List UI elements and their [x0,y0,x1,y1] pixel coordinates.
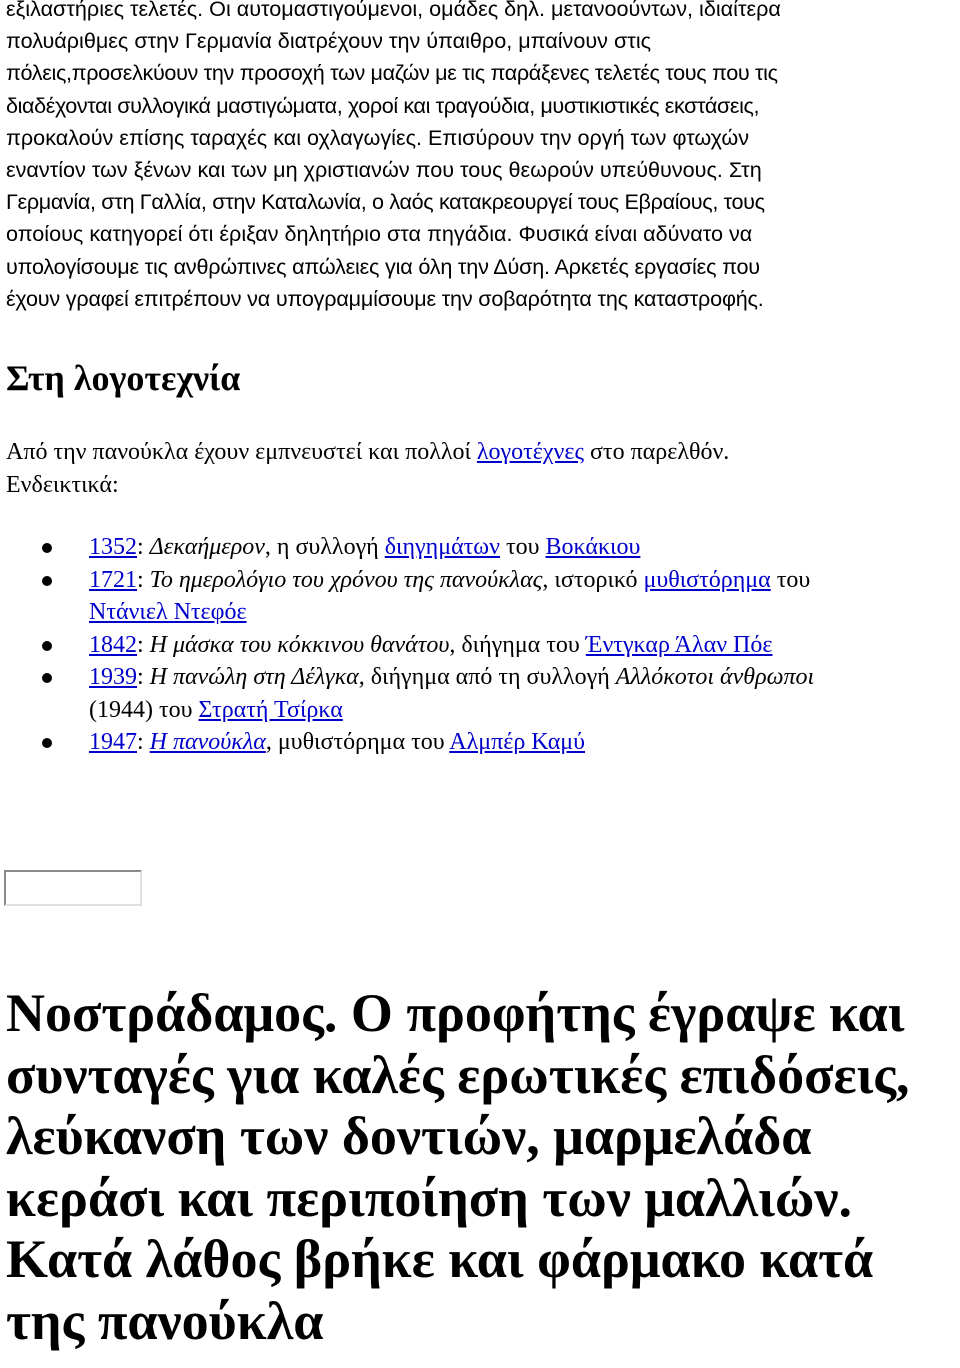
list-item [0,531,949,564]
nostradamus-headline [6,983,960,1352]
work-title: Το ημερολόγιο του χρόνου της πανούκλας [149,566,543,593]
separator: : [137,664,150,690]
year-link[interactable]: 1939 [89,664,137,690]
author-link[interactable]: Βοκάκιου [545,534,641,560]
intro-line: Γερμανία, στη Γαλλία, στην Καταλωνία, ο λαός κατακρεουργεί τους Εβραίους, τους [6,189,765,215]
intro-line: εξιλαστήριες τελετές. Οι αυτομαστιγούμενοι, ομάδες δηλ. μετανοούντων, ιδιαίτερα [6,0,781,21]
list-item-line [89,694,949,727]
link-novel[interactable]: μυθιστόρημα [643,566,771,593]
bullet-icon [42,673,52,683]
work-description: , διήγημα του [449,631,586,658]
intro-line: υπολογίσουμε τις ανθρώπινες απώλειες για όλη την Δύση. Αρκετές εργασίες που [6,253,760,279]
list-item-line [89,564,949,597]
literature-works-list [0,531,960,759]
intro-line: πόλεις,προσελκύουν την προσοχή των μαζών με τις παράξενες τελετές τους που τις [6,60,778,86]
work-description: , μυθιστόρημα του [265,729,450,755]
bullet-icon [42,543,52,553]
headline-line: Νοστράδαμος. Ο προφήτης έγραψε και [6,983,905,1043]
headline-line: της πανούκλα [6,1290,324,1351]
work-title: Η πανώλη στη Δέλγκα [149,664,359,690]
work-title: Δεκαήμερον [149,534,265,560]
bullet-icon [42,738,52,748]
lead-text-before: Από την πανούκλα έχουν εμπνευστεί και πολλοί [6,439,477,465]
headline-line: Κατά λάθος βρήκε και φάρμακο κατά [6,1229,874,1289]
separator: : [137,566,150,593]
list-item-line [89,661,949,694]
link-short-stories[interactable]: διηγημάτων [384,534,500,560]
intro-line: έχουν γραφεί επιτρέπουν να υπογραμμίσουμε την σοβαρότητα της καταστροφής. [6,285,764,311]
work-description: , η συλλογή [264,534,385,560]
list-item-line [89,531,949,564]
intro-line: πολυάριθμες στην Γερμανία διατρέχουν την ύπαιθρο, μπαίνουν στις [6,28,652,54]
intro-line: οποίους κατηγορεί ότι έριξαν δηλητήριο στα πηγάδια. Φυσικά είναι αδύνατο να [6,221,753,247]
lead-line [6,436,729,469]
list-item [0,564,949,629]
list-item [0,629,949,662]
author-link[interactable]: Έντγκαρ Άλαν Πόε [585,631,773,658]
separator: : [137,534,150,560]
year-link[interactable]: 1947 [89,729,137,755]
intro-line: διαδέχονται συλλογικά μαστιγώματα, χοροί και τραγούδια, μυστικιστικές εκστάσεις, [6,92,760,118]
author-link[interactable]: Στρατή Τσίρκα [198,696,343,723]
intro-paragraph [6,0,960,315]
intro-line: εναντίον των ξένων και των μη χριστιανών που τους θεωρούν υπεύθυνους. Στη [6,157,762,183]
list-item [0,726,949,759]
intro-line: προκαλούν επίσης ταραχές και οχλαγωγίες. Επισύρουν την οργή των φτωχών [6,124,750,150]
headline-line: συνταγές για καλές ερωτικές επιδόσεις, [6,1044,910,1105]
section-heading-literature: Στη λογοτεχνία [6,358,241,398]
lead-line: Ενδεικτικά: [6,472,119,498]
work-description: , διήγημα από τη συλλογή [358,664,616,690]
headline-line: κεράσι και περιποίηση των μαλλιών. [6,1167,852,1228]
lead-text-after: στο παρελθόν. [583,439,730,465]
work-description: του [770,566,811,593]
headline-line: λεύκανση των δοντιών, μαρμελάδα [6,1106,812,1166]
bullet-icon [42,641,52,651]
separator: : [137,631,150,658]
work-description: του [499,534,546,560]
separator: : [137,729,150,755]
image-placeholder-box [4,870,142,906]
list-item-line [89,726,949,759]
work-title: Η μάσκα του κόκκινου θανάτου [149,631,450,658]
author-link[interactable]: Αλμπέρ Καμύ [449,729,586,755]
work-title-link[interactable]: Η πανούκλα [149,729,266,755]
author-link[interactable]: Ντάνιελ Ντεφόε [89,599,247,625]
literature-lead-paragraph [6,436,729,502]
collection-title: Αλλόκοτοι άνθρωποι [615,664,815,690]
year-link[interactable]: 1352 [89,534,137,560]
link-writers[interactable]: λογοτέχνες [476,439,584,465]
work-description: , ιστορικό [542,566,644,593]
list-item-line [89,596,949,629]
bullet-icon [42,576,52,586]
work-description: (1944) του [89,696,199,723]
list-item [0,661,949,726]
list-item-line [89,629,949,662]
year-link[interactable]: 1842 [89,631,137,658]
year-link[interactable]: 1721 [89,566,137,593]
